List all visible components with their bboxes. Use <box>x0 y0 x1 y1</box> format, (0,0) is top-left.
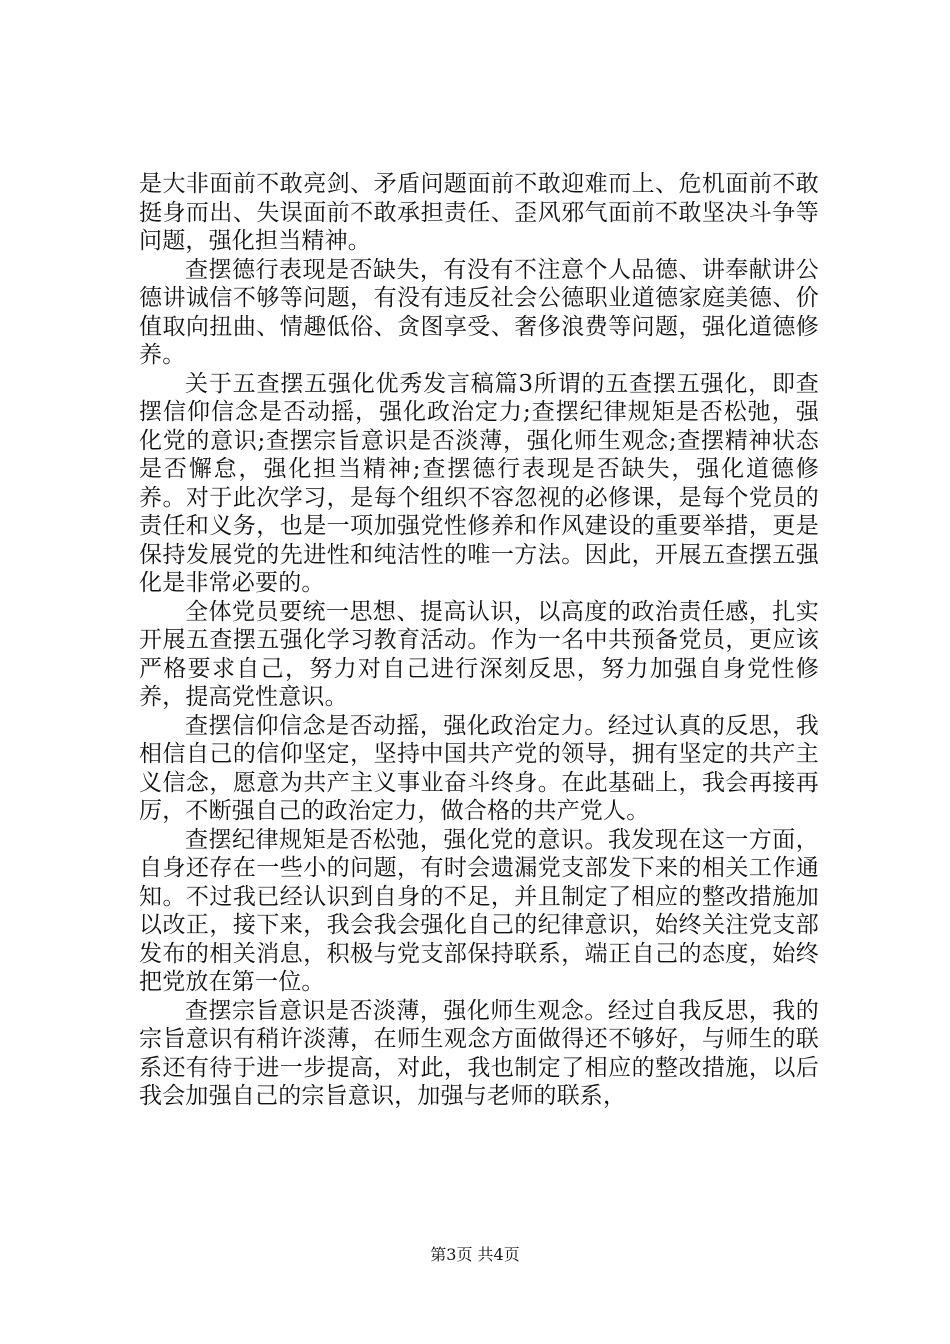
paragraph-2: 查摆德行表现是否缺失，有没有不注意个人品德、讲奉献讲公德讲诚信不够等问题，有没有违反社会公德职业道德家庭美德、价值取向扭曲、情趣低俗、贪图享受、奢侈浪费等问题，强化道德修养。 <box>139 256 819 368</box>
paragraph-1: 是大非面前不敢亮剑、矛盾问题面前不敢迎难而上、危机面前不敢挺身而出、失误面前不敢承担责任、歪风邪气面前不敢坚决斗争等问题，强化担当精神。 <box>139 171 819 254</box>
page-footer: 第3页 共4页 <box>430 1245 520 1264</box>
paragraph-7: 查摆宗旨意识是否淡薄，强化师生观念。经过自我反思，我的宗旨意识有稍许淡薄，在师生观念方面做得还不够好，与师生的联系还有待于进一步提高，对此，我也制定了相应的整改措施，以后我会加强自己的宗旨意识，加强与老师的联系， <box>139 997 819 1109</box>
paragraph-5: 查摆信仰信念是否动摇，强化政治定力。经过认真的反思，我相信自己的信仰坚定，坚持中国共产党的领导，拥有坚定的共产主义信念，愿意为共产主义事业奋斗终身。在此基础上，我会再接再厉，不断强自己的政治定力，做合格的共产党人。 <box>139 712 819 824</box>
document-body <box>139 170 819 1111</box>
paragraph-3: 关于五查摆五强化优秀发言稿篇3所谓的五查摆五强化，即查摆信仰信念是否动摇，强化政治定力;查摆纪律规矩是否松弛，强化党的意识;查摆宗旨意识是否淡薄，强化师生观念;查摆精神状态是否懈怠，强化担当精神;查摆德行表现是否缺失，强化道德修养。对于此次学习，是每个组织不容忽视的必修课，是每个党员的责任和义务，也是一项加强党性修养和作风建设的重要举措，更是保持发展党的先进性和纯洁性的唯一方法。因此，开展五查摆五强化是非常必要的。 <box>139 370 819 596</box>
paragraph-4: 全体党员要统一思想、提高认识，以高度的政治责任感，扎实开展五查摆五强化学习教育活动。作为一名中共预备党员，更应该严格要求自己，努力对自己进行深刻反思，努力加强自身党性修养，提高党性意识。 <box>139 598 819 710</box>
paragraph-6: 查摆纪律规矩是否松弛，强化党的意识。我发现在这一方面，自身还存在一些小的问题，有时会遗漏党支部发下来的相关工作通知。不过我已经认识到自身的不足，并且制定了相应的整改措施加以改正，接下来，我会我会强化自己的纪律意识，始终关注党支部发布的相关消息，积极与党支部保持联系，端正自己的态度，始终把党放在第一位。 <box>139 826 819 995</box>
